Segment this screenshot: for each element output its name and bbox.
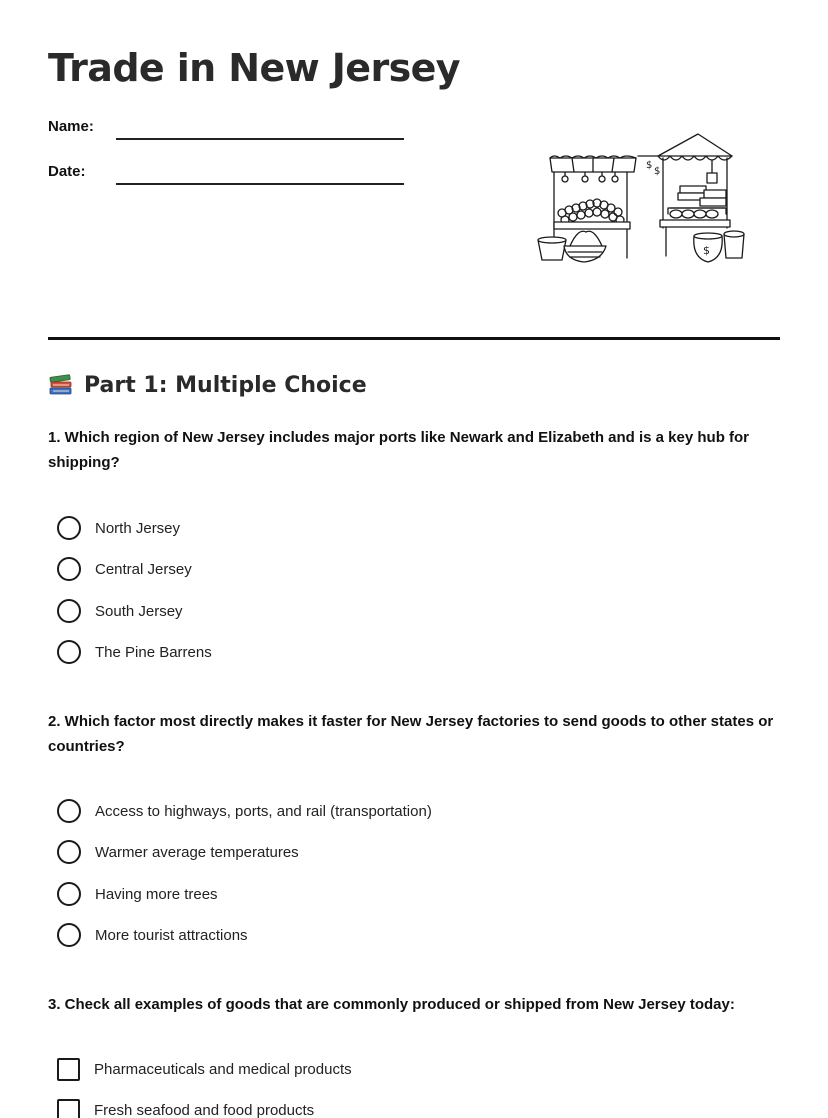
option-label: Access to highways, ports, and rail (transportation): [95, 802, 432, 820]
radio-button[interactable]: [57, 923, 81, 947]
option-label: Central Jersey: [95, 560, 192, 578]
name-label: Name:: [48, 118, 94, 135]
q1-option-1[interactable]: [57, 515, 180, 541]
dollar-sign-text: $: [646, 160, 653, 171]
page-title: Trade in New Jersey: [48, 46, 460, 90]
option-label: Fresh seafood and food products: [94, 1101, 315, 1118]
svg-text:$: $: [703, 244, 710, 257]
q3-option-1[interactable]: [57, 1056, 352, 1082]
q1-option-3[interactable]: [57, 598, 183, 624]
radio-button[interactable]: [57, 557, 81, 581]
option-label: Warmer average temperatures: [95, 843, 299, 861]
q2-option-1[interactable]: [57, 798, 432, 824]
option-label: Having more trees: [95, 885, 218, 903]
radio-button[interactable]: [57, 799, 81, 823]
date-label: Date:: [48, 163, 86, 180]
question-3-text: 3. Check all examples of goods that are commonly produced or shipped from New Jersey today:: [48, 996, 735, 1013]
radio-button[interactable]: [57, 640, 81, 664]
part1-heading: [48, 372, 367, 398]
q2-option-4[interactable]: [57, 922, 248, 948]
date-input-line[interactable]: [116, 183, 404, 185]
question-1-text: 1. Which region of New Jersey includes major ports like Newark and Elizabeth and is a key hub for shipping?: [48, 429, 750, 471]
radio-button[interactable]: [57, 599, 81, 623]
option-label: The Pine Barrens: [95, 643, 212, 661]
q2-option-3[interactable]: [57, 881, 218, 907]
radio-button[interactable]: [57, 882, 81, 906]
option-label: South Jersey: [95, 602, 183, 620]
q2-option-2[interactable]: [57, 839, 299, 865]
svg-text:$: $: [654, 166, 661, 177]
part1-title: Part 1: Multiple Choice: [84, 372, 367, 398]
market-stalls-illustration: [530, 128, 750, 268]
name-input-line[interactable]: [116, 138, 404, 140]
q3-option-2[interactable]: [57, 1097, 314, 1118]
books-icon: [48, 372, 74, 398]
checkbox[interactable]: [57, 1058, 80, 1081]
q1-option-4[interactable]: [57, 639, 212, 665]
option-label: North Jersey: [95, 519, 181, 537]
radio-button[interactable]: [57, 840, 81, 864]
question-2-text: 2. Which factor most directly makes it faster for New Jersey factories to send goods to other states or countries?: [48, 713, 774, 755]
option-label: Pharmaceuticals and medical products: [94, 1060, 352, 1078]
checkbox[interactable]: [57, 1099, 80, 1118]
q1-option-2[interactable]: [57, 556, 192, 582]
radio-button[interactable]: [57, 516, 81, 540]
section-divider: [48, 337, 780, 340]
option-label: More tourist attractions: [95, 926, 248, 944]
